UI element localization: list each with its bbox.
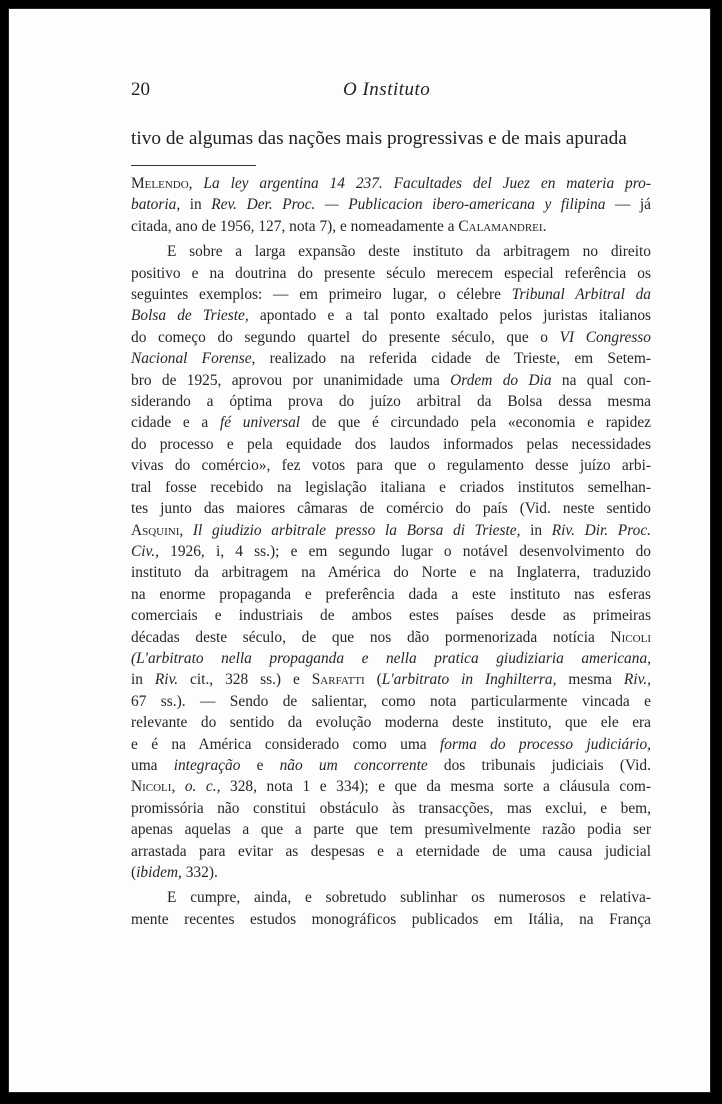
text-line: mente recentes estudos monográficos publicados em Itália, na França: [131, 910, 651, 928]
text-line: relevante do sentido da evolução moderna deste instituto, que ele era: [131, 714, 651, 732]
footnote-separator: [131, 165, 256, 166]
footnote-block: [131, 173, 651, 930]
text-line: do processo e pela equidade dos laudos informados pelas necessidades: [131, 435, 651, 453]
author-name: Melendo,: [131, 175, 193, 192]
text-line: Nacional Forense, realizado na referida cidade de Trieste, em Setem-: [131, 350, 651, 368]
text-line: seguintes exemplos: — em primeiro lugar, o célebre Tribunal Arbitral da: [131, 286, 651, 304]
text-line: E cumpre, ainda, e sobretudo sublinhar os numerosos e relativa-: [167, 889, 651, 907]
text-line: Melendo, La ley argentina 14 237. Facultades del Juez en materia pro-: [131, 175, 651, 192]
text-line: Bolsa de Trieste, apontado e a tal ponto exaltado pelos juristas italianos: [131, 307, 651, 325]
text-line: na enorme propaganda e preferência dada a este instituto nas esferas: [131, 585, 651, 603]
footnote-paragraph-1: [131, 173, 651, 237]
text-line: promissória não constitui obstáculo às transacções, mas exclui, e bem,: [131, 799, 651, 817]
text-line: E sobre a larga expansão deste instituto da arbitragem no direito: [167, 243, 651, 261]
text-line: uma integração e não um concorrente dos tribunais judiciais (Vid.: [131, 756, 651, 774]
text-line: e é na América considerado como uma forma do processo judiciário,: [131, 735, 652, 753]
author-name: Nicoli,: [131, 778, 176, 796]
text-line: in Riv. cit., 328 ss.) e Sarfatti (L'arbitrato in Inghilterra, mesma Riv.,: [131, 671, 651, 689]
text-line: Asquini, Il giudizio arbitrale presso la Borsa di Trieste, in Riv. Dir. Proc.: [131, 521, 651, 539]
text-line: instituto da arbitragem na América do Norte e na Inglaterra, traduzido: [131, 564, 651, 582]
text-line: siderando a óptima prova do juízo arbitral da Bolsa dessa mesma: [131, 393, 651, 411]
text-line: batoria, in Rev. Der. Proc. — Publicacion ibero-americana y filipina — já: [131, 196, 652, 214]
main-text-line: tivo de algumas das nações mais progressivas e de mais apurada: [131, 128, 627, 149]
text-line: apenas aquelas a que a parte que tem presumìvelmente razão podia ser: [131, 821, 651, 839]
footnote-paragraph-3: [131, 887, 651, 930]
text-line: (L'arbitrato nella propaganda e nella pratica giudiziaria americana,: [131, 649, 651, 667]
text-line: Civ., 1926, i, 4 ss.); e em segundo lugar o notável desenvolvimento do: [131, 542, 651, 560]
text-line: cidade e a fé universal de que é circundado pela «economia e rapidez: [131, 414, 651, 432]
page-number: 20: [131, 79, 150, 100]
text-line: comerciais e industriais de ambos estes países desde as primeiras: [131, 607, 651, 625]
footnote-paragraph-2: [131, 241, 651, 883]
text-line: tes junto das maiores câmaras de comércio do país (Vid. neste sentido: [131, 500, 651, 518]
author-name: Asquini,: [131, 521, 184, 539]
author-name: Nicoli: [610, 628, 651, 646]
text-line: do começo do segundo quartel do presente século, que o VI Congresso: [131, 328, 651, 346]
text-line: tral fosse recebido na legislação italiana e criados institutos semelhan-: [131, 478, 651, 496]
text-line: Nicoli, o. c., 328, nota 1 e 334); e que da mesma sorte a cláusula com-: [131, 778, 652, 796]
text-line: 67 ss.). — Sendo de salientar, como nota particularmente vincada e: [131, 692, 651, 710]
text-line: vivas do comércio», fez votos para que o regulamento desse juízo arbi-: [131, 457, 651, 475]
text-line: arrastada para evitar as despesas e a eternidade de uma causa judicial: [131, 842, 651, 860]
text-line: citada, ano de 1956, 127, nota 7), e nomeadamente a Calamandrei.: [131, 217, 547, 235]
text-line: bro de 1925, aprovou por unanimidade uma Ordem do Dia na qual con-: [131, 371, 651, 389]
running-title: O Instituto: [343, 79, 431, 100]
book-page: [8, 8, 711, 1093]
text-line: décadas deste século, de que nos dão pormenorizada notícia Nicoli: [131, 628, 651, 646]
text-line: positivo e na doutrina do presente século merecem especial referência os: [131, 264, 651, 282]
author-name: Sarfatti: [311, 671, 365, 689]
text-line: (ibidem, 332).: [131, 864, 218, 881]
author-name: Calamandrei.: [458, 217, 547, 235]
